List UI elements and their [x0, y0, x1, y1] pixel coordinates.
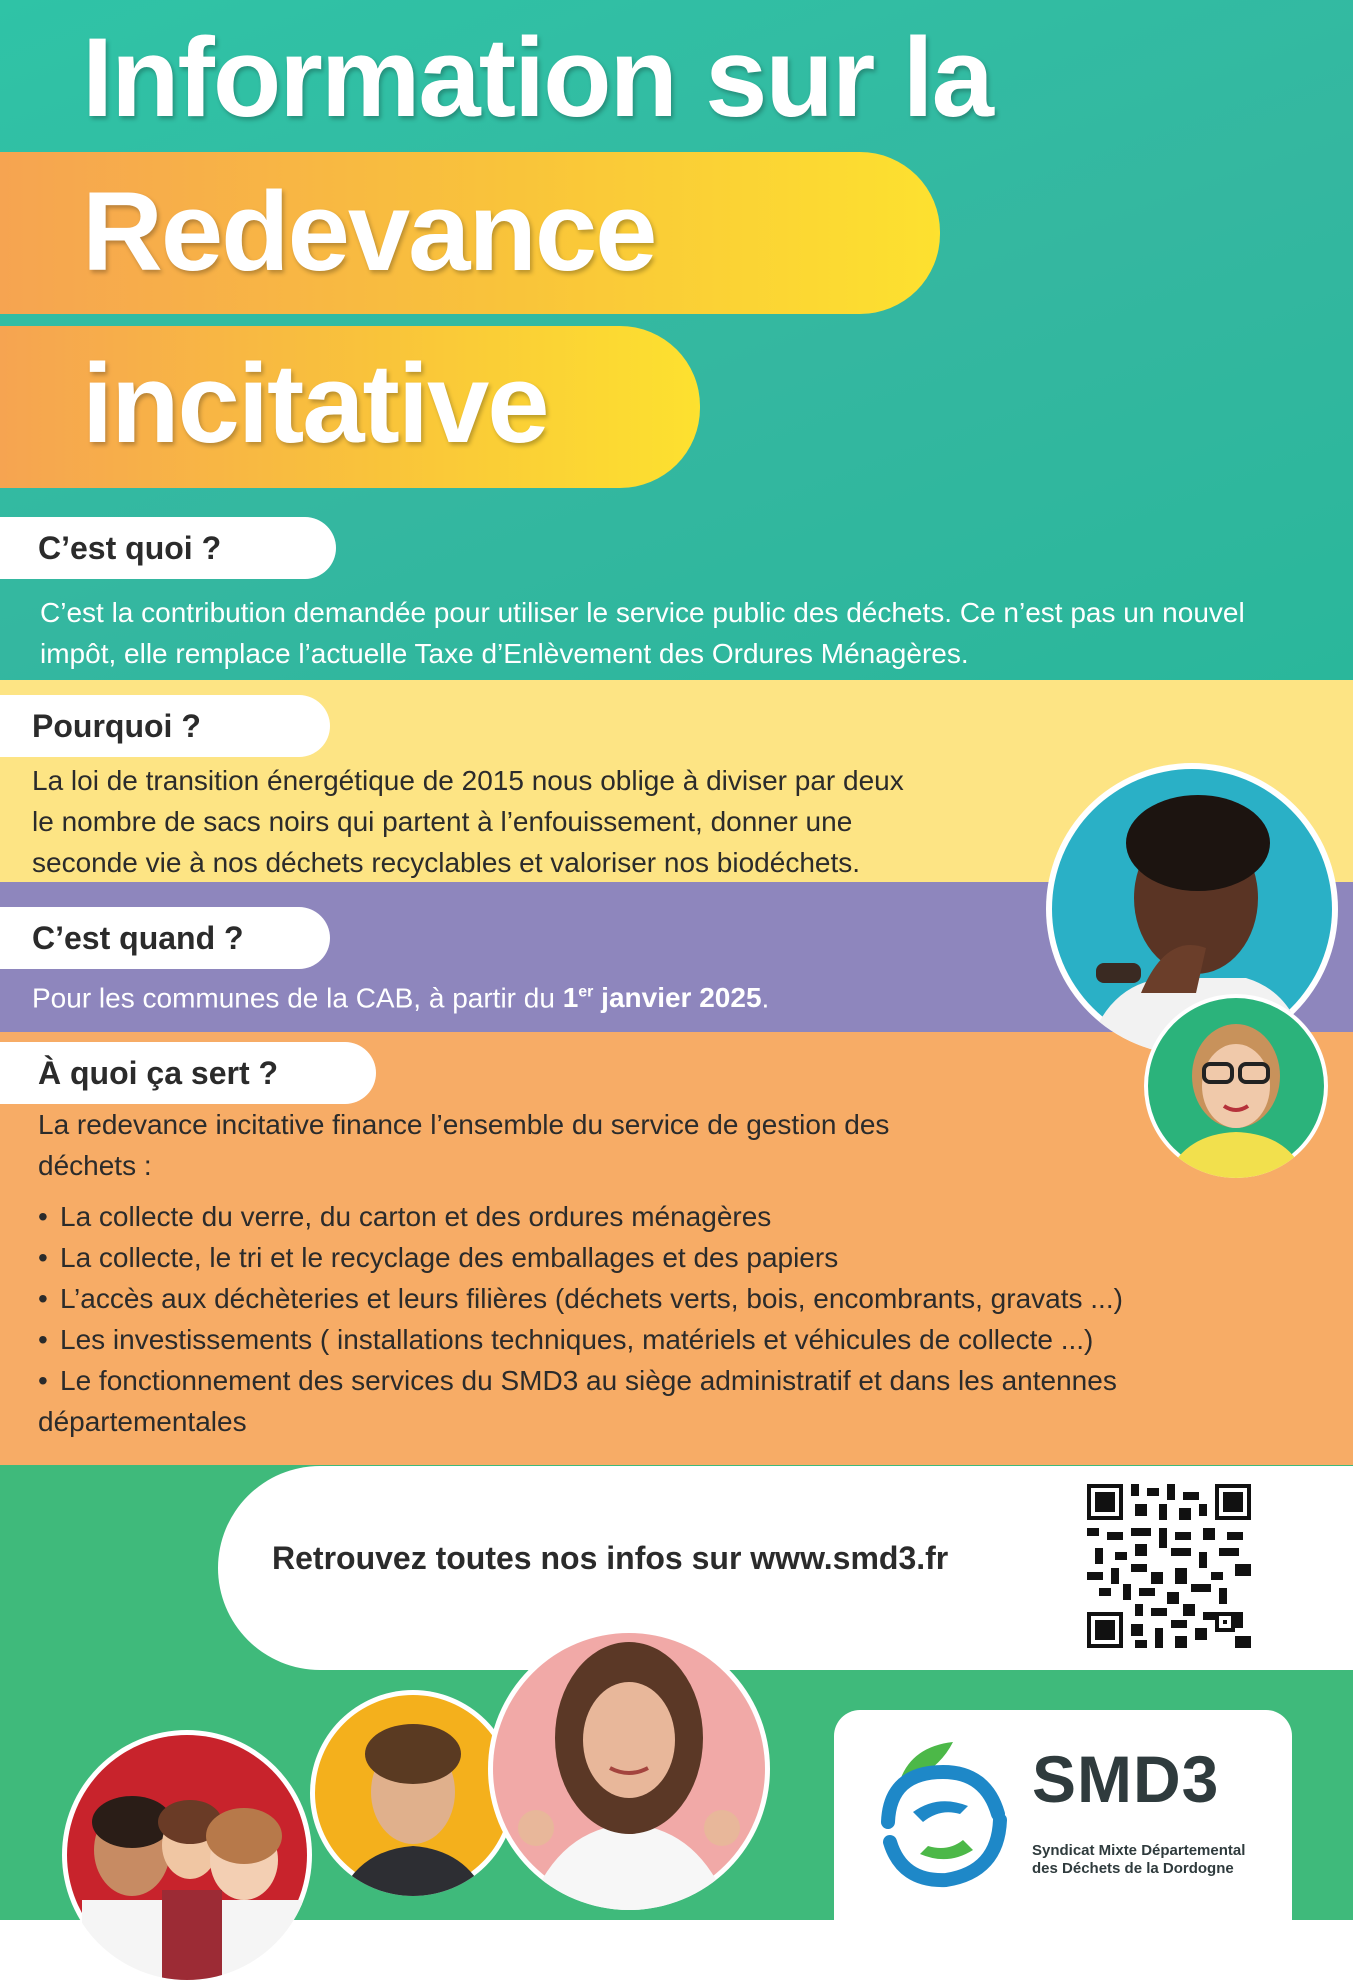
photo-woman-meditating [488, 1628, 770, 1910]
sert-intro-line-1: La redevance incitative finance l’ensemble du service de gestion des [38, 1109, 890, 1140]
quand-text-before: Pour les communes de la CAB, à partir du [32, 982, 563, 1014]
section-label-quoi: C’est quoi ? [0, 517, 336, 579]
sert-bullet-tail: départementales [38, 1406, 247, 1437]
sert-bullet-list [38, 1196, 1298, 1401]
smd3-logo-icon [868, 1742, 1028, 1892]
section-label-pourquoi: Pourquoi ? [0, 695, 330, 757]
title-line-3: incitative [82, 341, 548, 466]
pourquoi-line-3: seconde vie à nos déchets recyclables et valoriser nos biodéchets. [32, 847, 861, 878]
sert-bullet: • La collecte, le tri et le recyclage des emballages et des papiers [38, 1237, 1298, 1278]
section-text-quand [32, 972, 1032, 1018]
title-pill-incitative [0, 326, 700, 488]
quand-date: 1er janvier 2025 [562, 982, 762, 1014]
sert-bullet: • Le fonctionnement des services du SMD3 au siège administratif et dans les antennes [38, 1360, 1298, 1401]
photo-woman-glasses [1144, 994, 1328, 1178]
quand-text-after: . [761, 982, 770, 1014]
section-text-sert [38, 1104, 1298, 1442]
sert-bullet: • Les investissements ( installations techniques, matériels et véhicules de collecte ...) [38, 1319, 1298, 1360]
title-line-2: Redevance [82, 169, 656, 294]
photo-young-man-curly [310, 1690, 516, 1896]
website-info-text[interactable]: Retrouvez toutes nos infos sur www.smd3.fr [272, 1540, 949, 1576]
section-text-pourquoi [32, 760, 1032, 883]
title-pill-redevance [0, 152, 940, 314]
sert-bullet: • L’accès aux déchèteries et leurs filières (déchets verts, bois, encombrants, gravats ...) [38, 1278, 1298, 1319]
pourquoi-line-1: La loi de transition énergétique de 2015 nous oblige à diviser par deux [32, 765, 904, 796]
logo-name: SMD3 [1032, 1742, 1220, 1816]
qr-code-icon[interactable] [1087, 1484, 1251, 1648]
title-line-1: Information sur la [82, 15, 992, 140]
sert-intro-line-2: déchets : [38, 1150, 152, 1181]
logo-subtitle: Syndicat Mixte Départemental des Déchets de la Dordogne [1032, 1842, 1246, 1877]
photo-family [62, 1730, 312, 1980]
section-text-quoi: C’est la contribution demandée pour utiliser le service public des déchets. Ce n’est pas un nouvel impôt, elle remplace l’actuelle Taxe d’Enlèvement des Ordures Ménagères. [40, 597, 1245, 669]
section-label-sert: À quoi ça sert ? [0, 1042, 376, 1104]
section-label-quand: C’est quand ? [0, 907, 330, 969]
pourquoi-line-2: le nombre de sacs noirs qui partent à l’enfouissement, donner une [32, 806, 853, 837]
sert-bullet: • La collecte du verre, du carton et des ordures ménagères [38, 1196, 1298, 1237]
